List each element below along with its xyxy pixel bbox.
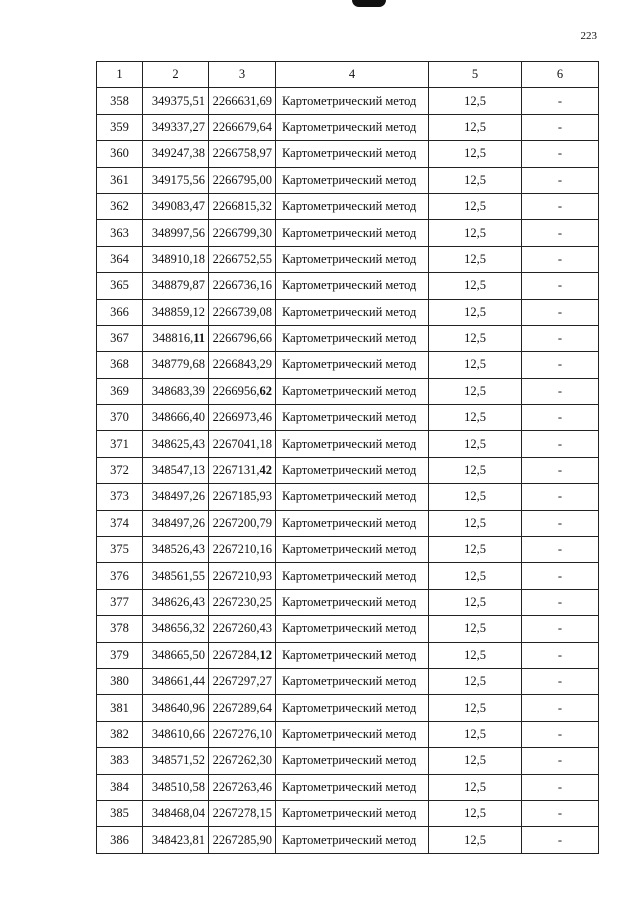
cell-point-number: 369 (97, 378, 143, 404)
table-row (97, 827, 599, 853)
table-row (97, 668, 599, 694)
cell-method: Картометрический метод (276, 800, 429, 826)
cell-point-number: 386 (97, 827, 143, 853)
cell-method: Картометрический метод (276, 537, 429, 563)
cell-x-coordinate: 348497,26 (143, 510, 209, 536)
cell-point-number: 368 (97, 352, 143, 378)
cell-text-bold: 12 (259, 647, 272, 662)
cell-note: - (522, 510, 599, 536)
cell-note: - (522, 378, 599, 404)
cell-text: 2267284, (212, 647, 260, 662)
cell-accuracy: 12,5 (429, 246, 522, 272)
cell-method: Картометрический метод (276, 642, 429, 668)
cell-method: Картометрический метод (276, 457, 429, 483)
cell-y-coordinate: 2267041,18 (209, 431, 276, 457)
cell-y-coordinate: 2266739,08 (209, 299, 276, 325)
cell-method: Картометрический метод (276, 563, 429, 589)
cell-x-coordinate: 348561,55 (143, 563, 209, 589)
cell-method: Картометрический метод (276, 721, 429, 747)
cell-text: 348816, (152, 331, 194, 346)
table-row (97, 378, 599, 404)
cell-x-coordinate: 348665,50 (143, 642, 209, 668)
table-row (97, 642, 599, 668)
table-row (97, 352, 599, 378)
cell-accuracy: 12,5 (429, 141, 522, 167)
cell-y-coordinate: 2267230,25 (209, 589, 276, 615)
cell-accuracy: 12,5 (429, 721, 522, 747)
table-row (97, 246, 599, 272)
cell-accuracy: 12,5 (429, 457, 522, 483)
cell-method: Картометрический метод (276, 88, 429, 114)
cell-point-number: 385 (97, 800, 143, 826)
table-row (97, 484, 599, 510)
cell-point-number: 373 (97, 484, 143, 510)
cell-accuracy: 12,5 (429, 193, 522, 219)
cell-method: Картометрический метод (276, 695, 429, 721)
cell-x-coordinate: 348497,26 (143, 484, 209, 510)
cell-method: Картометрический метод (276, 484, 429, 510)
cell-y-coordinate: 2266679,64 (209, 114, 276, 140)
cell-note: - (522, 748, 599, 774)
cell-method: Картометрический метод (276, 273, 429, 299)
cell-note: - (522, 774, 599, 800)
cell-point-number: 359 (97, 114, 143, 140)
cell-method: Картометрический метод (276, 827, 429, 853)
cell-note: - (522, 695, 599, 721)
table-row (97, 220, 599, 246)
cell-point-number: 361 (97, 167, 143, 193)
cell-point-number: 363 (97, 220, 143, 246)
cell-note: - (522, 88, 599, 114)
cell-method: Картометрический метод (276, 774, 429, 800)
header-col-5: 5 (429, 62, 522, 88)
cell-method: Картометрический метод (276, 616, 429, 642)
page-number: 223 (580, 30, 597, 42)
cell-method: Картометрический метод (276, 141, 429, 167)
cell-note: - (522, 167, 599, 193)
table-row (97, 114, 599, 140)
cell-method: Картометрический метод (276, 220, 429, 246)
cell-accuracy: 12,5 (429, 827, 522, 853)
header-col-6: 6 (522, 62, 599, 88)
table-row (97, 774, 599, 800)
cell-note: - (522, 616, 599, 642)
table-row (97, 88, 599, 114)
cell-method: Картометрический метод (276, 748, 429, 774)
cell-point-number: 380 (97, 668, 143, 694)
cell-point-number: 370 (97, 405, 143, 431)
cell-method: Картометрический метод (276, 405, 429, 431)
cell-y-coordinate: 2266795,00 (209, 167, 276, 193)
table-row (97, 325, 599, 351)
cell-x-coordinate: 349375,51 (143, 88, 209, 114)
cell-accuracy: 12,5 (429, 774, 522, 800)
cell-accuracy: 12,5 (429, 642, 522, 668)
cell-method: Картометрический метод (276, 589, 429, 615)
cell-method: Картометрический метод (276, 431, 429, 457)
cell-method: Картометрический метод (276, 167, 429, 193)
cell-y-coordinate: 2266799,30 (209, 220, 276, 246)
cell-point-number: 379 (97, 642, 143, 668)
cell-text-bold: 11 (193, 331, 205, 346)
cell-x-coordinate: 348526,43 (143, 537, 209, 563)
cell-note: - (522, 325, 599, 351)
cell-note: - (522, 193, 599, 219)
cell-text-bold: 42 (259, 463, 272, 478)
cell-y-coordinate: 2267289,64 (209, 695, 276, 721)
cell-point-number: 364 (97, 246, 143, 272)
cell-note: - (522, 405, 599, 431)
cell-note: - (522, 800, 599, 826)
cell-text-bold: 62 (259, 383, 272, 398)
cell-y-coordinate (209, 642, 276, 668)
cell-x-coordinate: 348656,32 (143, 616, 209, 642)
header-col-1: 1 (97, 62, 143, 88)
cell-x-coordinate (143, 325, 209, 351)
cell-x-coordinate: 348661,44 (143, 668, 209, 694)
cell-point-number: 378 (97, 616, 143, 642)
table-row (97, 431, 599, 457)
cell-y-coordinate: 2266631,69 (209, 88, 276, 114)
table-row (97, 800, 599, 826)
cell-point-number: 372 (97, 457, 143, 483)
table-row (97, 510, 599, 536)
cell-x-coordinate: 348547,13 (143, 457, 209, 483)
cell-x-coordinate: 348640,96 (143, 695, 209, 721)
header-col-3: 3 (209, 62, 276, 88)
header-col-4: 4 (276, 62, 429, 88)
cell-note: - (522, 431, 599, 457)
cell-x-coordinate: 348423,81 (143, 827, 209, 853)
cell-point-number: 371 (97, 431, 143, 457)
cell-note: - (522, 220, 599, 246)
table-row (97, 537, 599, 563)
table-row (97, 457, 599, 483)
cell-x-coordinate: 349247,38 (143, 141, 209, 167)
cell-x-coordinate: 348510,58 (143, 774, 209, 800)
header-col-2: 2 (143, 62, 209, 88)
cell-note: - (522, 273, 599, 299)
table-row (97, 167, 599, 193)
cell-accuracy: 12,5 (429, 537, 522, 563)
cell-accuracy: 12,5 (429, 589, 522, 615)
cell-accuracy: 12,5 (429, 484, 522, 510)
cell-accuracy: 12,5 (429, 695, 522, 721)
cell-point-number: 366 (97, 299, 143, 325)
coordinates-table (96, 61, 599, 854)
cell-accuracy: 12,5 (429, 748, 522, 774)
cell-note: - (522, 246, 599, 272)
cell-y-coordinate: 2266758,97 (209, 141, 276, 167)
cell-point-number: 367 (97, 325, 143, 351)
table-row (97, 721, 599, 747)
cell-method: Картометрический метод (276, 510, 429, 536)
cell-y-coordinate: 2266843,29 (209, 352, 276, 378)
ink-blot (352, 0, 386, 7)
cell-method: Картометрический метод (276, 299, 429, 325)
cell-y-coordinate: 2267278,15 (209, 800, 276, 826)
cell-point-number: 375 (97, 537, 143, 563)
cell-y-coordinate: 2267185,93 (209, 484, 276, 510)
cell-text: 2266956, (212, 383, 260, 398)
cell-accuracy: 12,5 (429, 668, 522, 694)
cell-method: Картометрический метод (276, 352, 429, 378)
table-row (97, 273, 599, 299)
cell-y-coordinate: 2267262,30 (209, 748, 276, 774)
cell-accuracy: 12,5 (429, 405, 522, 431)
cell-x-coordinate: 349337,27 (143, 114, 209, 140)
cell-note: - (522, 642, 599, 668)
cell-note: - (522, 827, 599, 853)
cell-note: - (522, 457, 599, 483)
cell-y-coordinate: 2266736,16 (209, 273, 276, 299)
cell-note: - (522, 563, 599, 589)
cell-accuracy: 12,5 (429, 378, 522, 404)
cell-accuracy: 12,5 (429, 273, 522, 299)
cell-x-coordinate: 348779,68 (143, 352, 209, 378)
cell-accuracy: 12,5 (429, 220, 522, 246)
table-body (97, 88, 599, 853)
cell-point-number: 382 (97, 721, 143, 747)
table-row (97, 141, 599, 167)
cell-point-number: 383 (97, 748, 143, 774)
cell-x-coordinate: 348610,66 (143, 721, 209, 747)
cell-method: Картометрический метод (276, 114, 429, 140)
cell-point-number: 358 (97, 88, 143, 114)
cell-x-coordinate: 348997,56 (143, 220, 209, 246)
cell-point-number: 360 (97, 141, 143, 167)
cell-y-coordinate: 2266796,66 (209, 325, 276, 351)
cell-x-coordinate: 348468,04 (143, 800, 209, 826)
cell-y-coordinate (209, 457, 276, 483)
cell-accuracy: 12,5 (429, 299, 522, 325)
cell-accuracy: 12,5 (429, 352, 522, 378)
cell-accuracy: 12,5 (429, 563, 522, 589)
cell-y-coordinate: 2267200,79 (209, 510, 276, 536)
table-row (97, 405, 599, 431)
table-row (97, 616, 599, 642)
cell-method: Картометрический метод (276, 325, 429, 351)
cell-text: 2267131, (212, 463, 260, 478)
cell-y-coordinate: 2267297,27 (209, 668, 276, 694)
cell-accuracy: 12,5 (429, 325, 522, 351)
cell-x-coordinate: 348571,52 (143, 748, 209, 774)
cell-x-coordinate: 348666,40 (143, 405, 209, 431)
cell-method: Картометрический метод (276, 378, 429, 404)
cell-accuracy: 12,5 (429, 800, 522, 826)
cell-point-number: 377 (97, 589, 143, 615)
cell-y-coordinate: 2266815,32 (209, 193, 276, 219)
cell-y-coordinate: 2266973,46 (209, 405, 276, 431)
cell-note: - (522, 721, 599, 747)
cell-y-coordinate: 2267263,46 (209, 774, 276, 800)
cell-x-coordinate: 348879,87 (143, 273, 209, 299)
cell-accuracy: 12,5 (429, 431, 522, 457)
cell-note: - (522, 668, 599, 694)
cell-point-number: 374 (97, 510, 143, 536)
table-row (97, 193, 599, 219)
table-row (97, 299, 599, 325)
cell-accuracy: 12,5 (429, 616, 522, 642)
cell-point-number: 384 (97, 774, 143, 800)
cell-y-coordinate: 2267260,43 (209, 616, 276, 642)
cell-y-coordinate: 2266752,55 (209, 246, 276, 272)
cell-y-coordinate: 2267276,10 (209, 721, 276, 747)
cell-method: Картометрический метод (276, 193, 429, 219)
cell-note: - (522, 299, 599, 325)
cell-y-coordinate: 2267285,90 (209, 827, 276, 853)
cell-accuracy: 12,5 (429, 167, 522, 193)
cell-note: - (522, 589, 599, 615)
cell-accuracy: 12,5 (429, 88, 522, 114)
cell-x-coordinate: 348626,43 (143, 589, 209, 615)
cell-point-number: 362 (97, 193, 143, 219)
cell-x-coordinate: 348625,43 (143, 431, 209, 457)
cell-x-coordinate: 349175,56 (143, 167, 209, 193)
cell-x-coordinate: 348683,39 (143, 378, 209, 404)
table-row (97, 589, 599, 615)
cell-accuracy: 12,5 (429, 510, 522, 536)
cell-method: Картометрический метод (276, 668, 429, 694)
cell-x-coordinate: 348910,18 (143, 246, 209, 272)
cell-point-number: 376 (97, 563, 143, 589)
cell-method: Картометрический метод (276, 246, 429, 272)
cell-note: - (522, 114, 599, 140)
cell-accuracy: 12,5 (429, 114, 522, 140)
table-row (97, 748, 599, 774)
cell-note: - (522, 537, 599, 563)
cell-point-number: 381 (97, 695, 143, 721)
cell-x-coordinate: 349083,47 (143, 193, 209, 219)
table-header-row (97, 62, 599, 88)
cell-point-number: 365 (97, 273, 143, 299)
cell-y-coordinate: 2267210,93 (209, 563, 276, 589)
cell-note: - (522, 352, 599, 378)
cell-y-coordinate (209, 378, 276, 404)
cell-note: - (522, 141, 599, 167)
cell-note: - (522, 484, 599, 510)
cell-y-coordinate: 2267210,16 (209, 537, 276, 563)
table-row (97, 563, 599, 589)
cell-x-coordinate: 348859,12 (143, 299, 209, 325)
table-row (97, 695, 599, 721)
